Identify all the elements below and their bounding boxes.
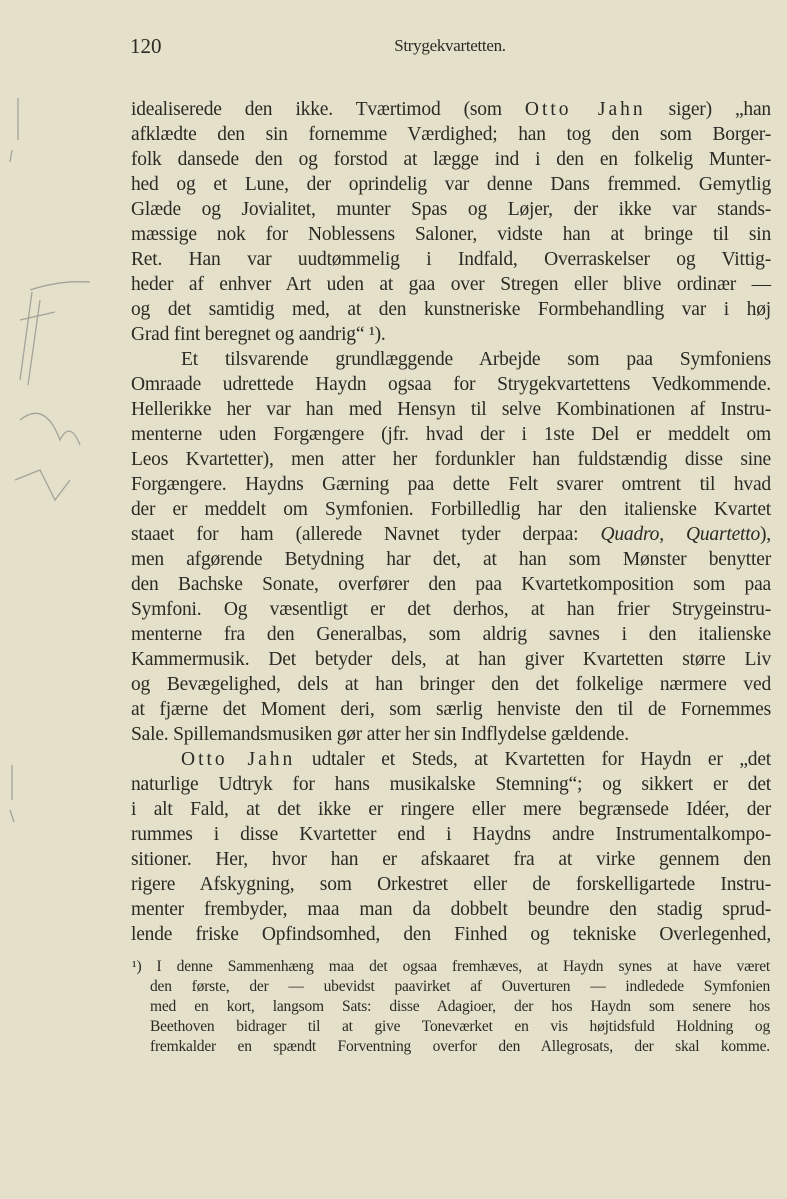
text-line: Et tilsvarende grundlæggende Arbejde som paa Symfoniens bbox=[181, 349, 771, 370]
text-line: Sale. Spillemandsmusiken gør atter her sin Indflydelse gældende. bbox=[131, 724, 629, 745]
text-segment: udtaler et Steds, at Kvartetten for Haydn er „det bbox=[295, 749, 771, 770]
text-segment: idealiserede den ikke. Tværtimod (som bbox=[131, 99, 525, 120]
footnote-line: med en kort, langsom Sats: disse Adagioer, der hos Haydn som senere hos bbox=[150, 998, 770, 1015]
text-line: og Bevægelighed, dels at han bringer den det folkelige nærmere ved bbox=[131, 674, 771, 695]
text-segment: ), bbox=[760, 524, 771, 545]
text-line: rummes i disse Kvartetter end i Haydns andre Instrumentalkompo- bbox=[131, 824, 771, 845]
text-line: menterne uden Forgængere (jfr. hvad der i 1ste Del er meddelt om bbox=[131, 424, 771, 445]
text-line: og det samtidig med, at den kunstneriske Formbehandling var i høj bbox=[131, 299, 771, 320]
running-title: Strygekvartetten. bbox=[394, 36, 506, 55]
text-line: menter frembyder, maa man da dobbelt beundre den stadig sprud- bbox=[131, 899, 771, 920]
text-line: menterne fra den Generalbas, som aldrig savnes i den italienske bbox=[131, 624, 771, 645]
spaced-name: Otto Jahn bbox=[181, 749, 296, 770]
text-line: der er meddelt om Symfonien. Forbilledlig har den italienske Kvartet bbox=[131, 499, 771, 520]
italic-text: Quadro, Quartetto bbox=[600, 524, 761, 545]
text-line: mæssige nok for Noblessens Saloner, vidste han at bringe til sin bbox=[131, 224, 771, 245]
text-line: sitioner. Her, hvor han er afskaaret fra at virke gennem den bbox=[131, 849, 771, 870]
text-line: Leos Kvartetter), men atter her fordunkler han fuldstændig disse sine bbox=[131, 449, 771, 470]
text-line: Hellerikke her var han med Hensyn til selve Kombinationen af Instru- bbox=[131, 399, 771, 420]
text-line: rigere Afskygning, som Orkestret eller de forskelligartede Instru- bbox=[131, 874, 771, 895]
text-line: den Bachske Sonate, overfører den paa Kvartetkomposition som paa bbox=[131, 574, 771, 595]
text-line: hed og et Lune, der oprindelig var denne Dans fremmed. Gemytlig bbox=[131, 174, 771, 195]
text-line: at fjærne det Moment deri, som særlig henviste den til de Fornemmes bbox=[131, 699, 771, 720]
footnote-line: den første, der — ubevidst paavirket af Ouverturen — indledede Symfonien bbox=[150, 978, 770, 995]
footnote-line: fremkalder en spændt Forventning overfor den Allegrosats, der skal komme. bbox=[150, 1038, 770, 1055]
text-segment: siger) „han bbox=[645, 99, 771, 120]
text-line: folk dansede den og forstod at lægge ind i den en folkelig Munter- bbox=[131, 149, 771, 170]
text-line: afklædte den sin fornemme Værdighed; han tog den som Borger- bbox=[131, 124, 771, 145]
text-line: Symfoni. Og væsentligt er det derhos, at han frier Strygeinstru- bbox=[131, 599, 771, 620]
text-line: Kammermusik. Det betyder dels, at han giver Kvartetten større Liv bbox=[131, 649, 771, 670]
text-line: naturlige Udtryk for hans musikalske Stemning“; og sikkert er det bbox=[131, 774, 771, 795]
footnote-line: Beethoven bidrager til at give Toneværket en vis højtidsfuld Holdning og bbox=[150, 1018, 770, 1035]
text-line: men afgørende Betydning har det, at han som Mønster benytter bbox=[131, 549, 771, 570]
text-line: Forgængere. Haydns Gærning paa dette Felt svarer omtrent til hvad bbox=[131, 474, 771, 495]
text-line: lende friske Opfindsomhed, den Finhed og tekniske Overlegenhed, bbox=[131, 924, 771, 945]
spaced-name: Otto Jahn bbox=[524, 99, 646, 120]
page-number: 120 bbox=[130, 34, 162, 58]
text-segment: staaet for ham (allerede Navnet tyder derpaa: bbox=[131, 524, 601, 545]
text-line: Omraade udrettede Haydn ogsaa for Strygekvartettens Vedkommende. bbox=[131, 374, 771, 395]
text-line: i alt Fald, at det ikke er ringere eller mere begrænsede Idéer, der bbox=[131, 799, 771, 820]
text-line: Glæde og Jovialitet, munter Spas og Løjer, der ikke var stands- bbox=[131, 199, 771, 220]
text-line: Ret. Han var uudtømmelig i Indfald, Overraskelser og Vittig- bbox=[131, 249, 771, 270]
footnote-line: ¹) I denne Sammenhæng maa det ogsaa fremhæves, at Haydn synes at have været bbox=[132, 958, 770, 975]
text-line: heder af enhver Art uden at gaa over Stregen eller blive ordinær — bbox=[131, 274, 771, 295]
text-line: Grad fint beregnet og aandrig“ ¹). bbox=[131, 324, 386, 345]
